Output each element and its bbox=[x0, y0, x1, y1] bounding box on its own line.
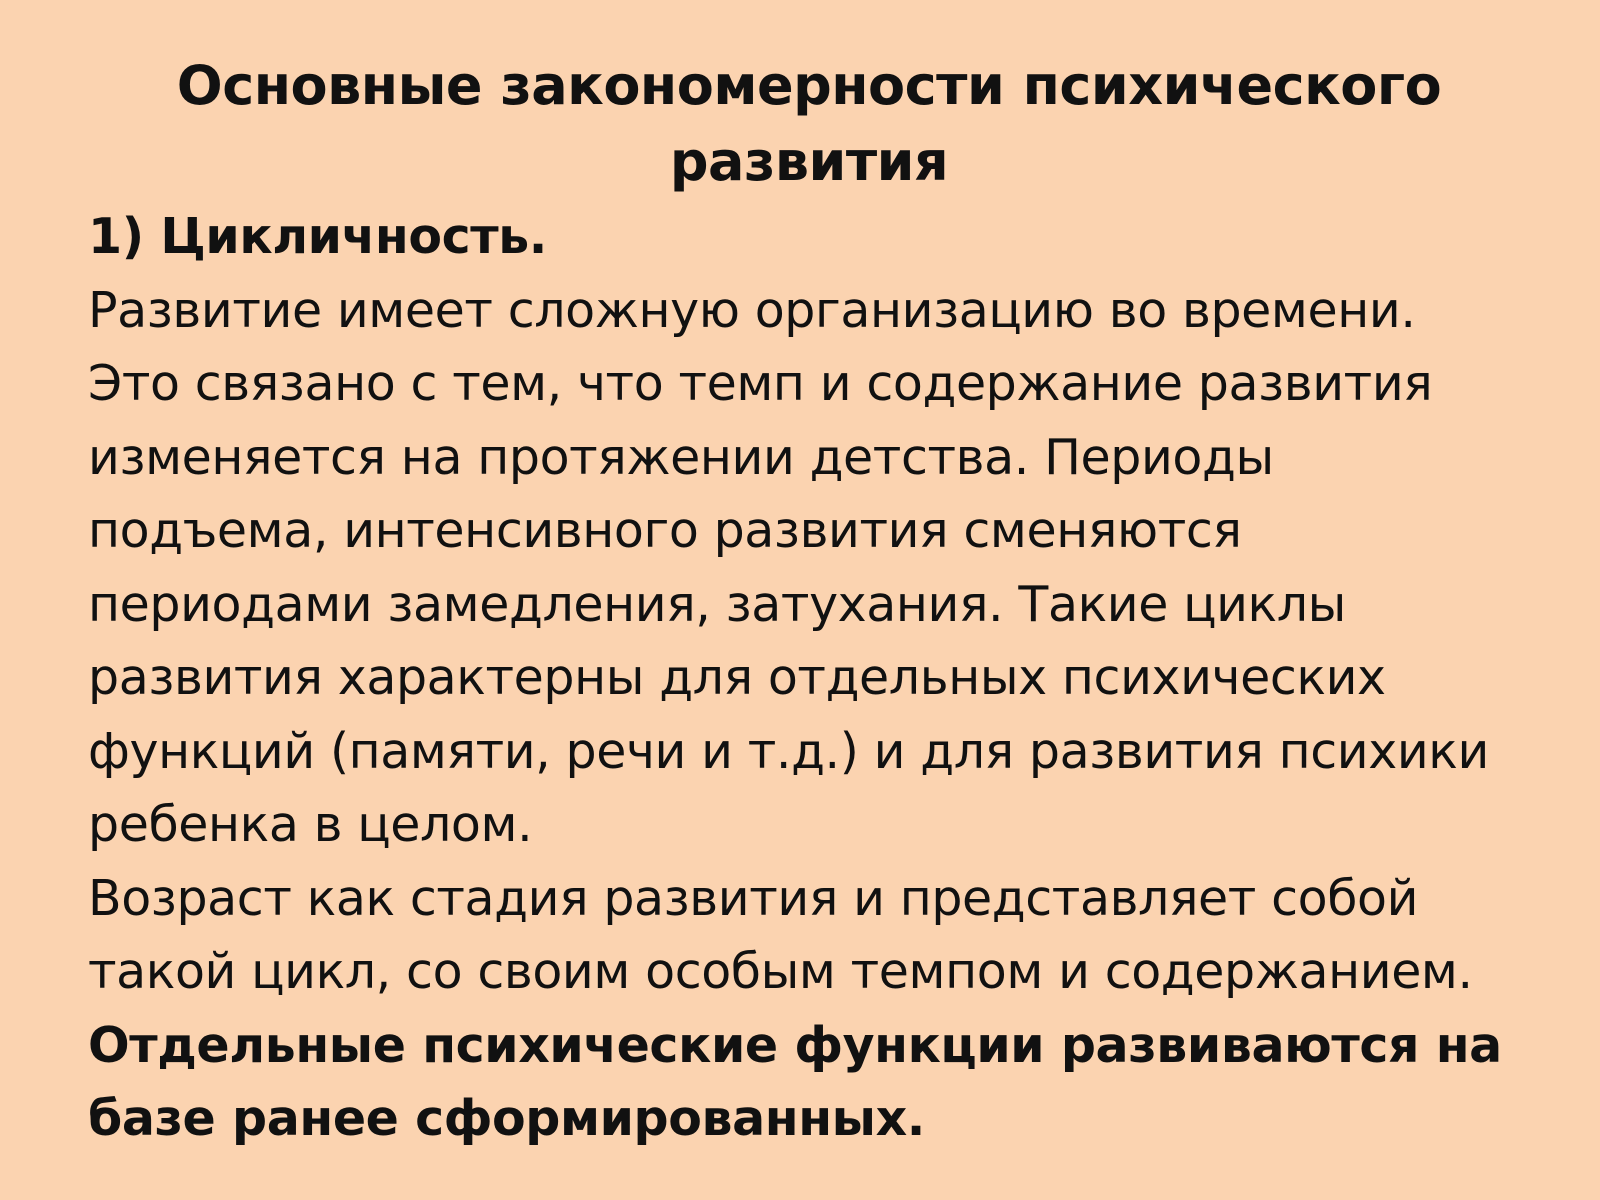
paragraph-line: Это связано с тем, что темп и содержание развития bbox=[88, 355, 1433, 412]
paragraph-line: изменяется на протяжении детства. Периоды bbox=[88, 428, 1274, 486]
paragraph-line: периодами замедления, затухания. Такие циклы bbox=[88, 575, 1346, 633]
paragraph-line: такой цикл, со своим особым темпом и содержанием. bbox=[88, 943, 1473, 1000]
paragraph-line: Возраст как стадия развития и представляет собой bbox=[88, 869, 1419, 927]
conclusion-line: базе ранее сформированных. bbox=[88, 1090, 926, 1147]
conclusion-line: Отдельные психические функции развиваются на bbox=[88, 1016, 1502, 1074]
paragraph-line: развития характерны для отдельных психических bbox=[88, 649, 1386, 706]
paragraph-line: Развитие имеет сложную организацию во времени. bbox=[88, 281, 1416, 339]
title-line: Основные закономерности психического bbox=[176, 54, 1442, 117]
paragraph-line: подъема, интенсивного развития сменяются bbox=[88, 502, 1242, 559]
slide-body bbox=[88, 200, 1530, 1156]
paragraph-line: ребенка в целом. bbox=[88, 796, 533, 853]
title-line: развития bbox=[669, 130, 949, 193]
section-heading: 1) Цикличность. bbox=[88, 208, 548, 265]
slide-title bbox=[88, 48, 1530, 200]
paragraph-line: функций (памяти, речи и т.д.) и для развития психики bbox=[88, 722, 1489, 780]
